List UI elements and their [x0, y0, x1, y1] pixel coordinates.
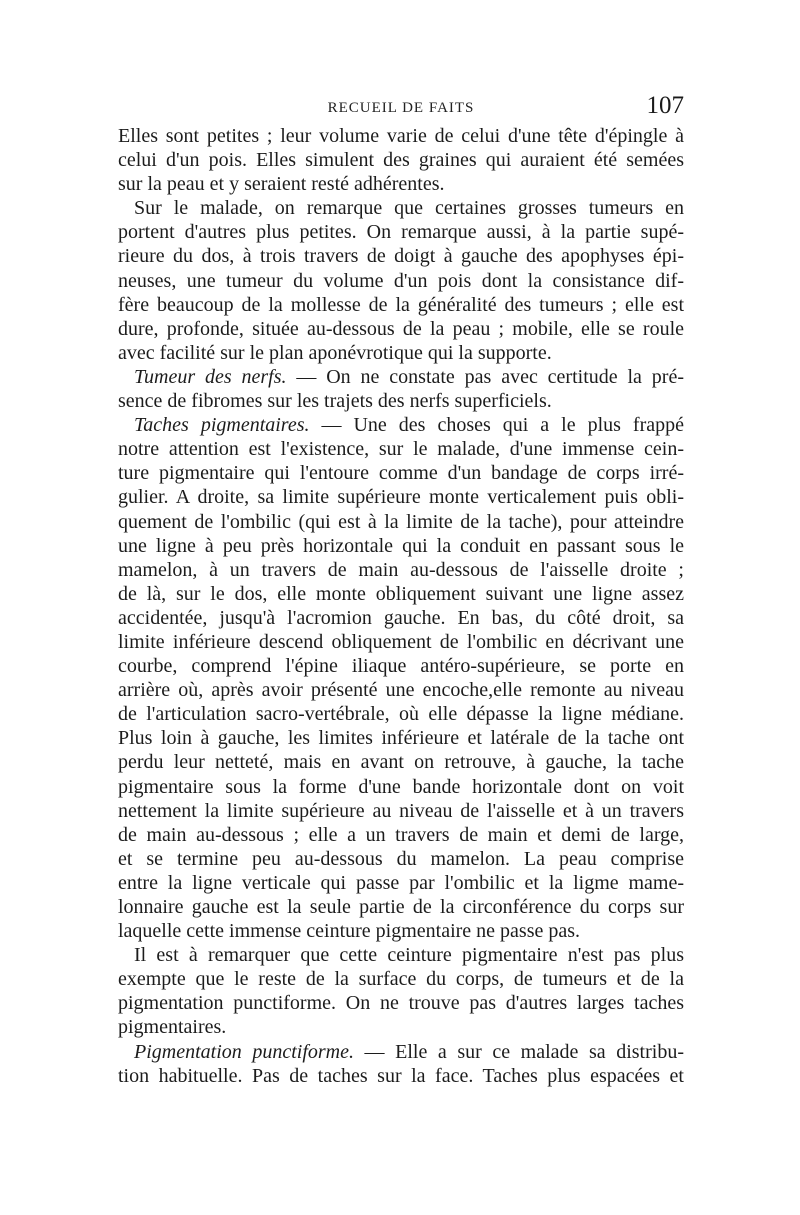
text-line: arrière où, après avoir présenté une encoche,elle remonte au niveau: [118, 679, 684, 702]
text-line: une ligne à peu près horizontale qui la conduit en passant sous le: [118, 534, 684, 557]
text-line: nettement la limite supérieure au niveau de l'aisselle et à un travers: [118, 799, 684, 822]
text-line: mamelon, à un travers de main au-dessous de l'aisselle droite ;: [118, 558, 684, 581]
text-line: sence de fibromes sur les trajets des nerfs superficiels.: [118, 390, 552, 413]
running-header: [118, 92, 684, 126]
text-line: dure, profonde, située au-dessous de la peau ; mobile, elle se roule: [118, 317, 684, 340]
text-line: pigmentaire sous la forme d'une bande horizontale dont on voit: [118, 775, 684, 798]
text-line: [118, 365, 684, 389]
text-line: portent d'autres plus petites. On remarque aussi, à la partie supé-: [118, 221, 684, 244]
text-line: entre la ligne verticale qui passe par l'ombilic et la ligme mame-: [118, 871, 684, 894]
text-line: de là, sur le dos, elle monte obliquement suivant une ligne assez: [118, 582, 684, 605]
body-text: [118, 124, 684, 1088]
text-line: de l'articulation sacro-vertébrale, où elle dépasse la ligne médiane.: [118, 703, 684, 726]
text-line: gulier. A droite, sa limite supérieure monte verticalement puis obli-: [118, 486, 684, 509]
text-line: celui d'un pois. Elles simulent des graines qui auraient été semées: [118, 149, 684, 172]
text-line: avec facilité sur le plan aponévrotique qui la supporte.: [118, 341, 552, 364]
text-line: lonnaire gauche est la seule partie de la circonférence du corps sur: [118, 896, 684, 918]
text-line: perdu leur netteté, mais en avant on retrouve, à gauche, la tache: [118, 751, 684, 774]
paragraph: [118, 943, 684, 1039]
text-line: Plus loin à gauche, les limites inférieure et latérale de la tache ont: [118, 727, 684, 750]
text-line: [118, 413, 684, 437]
text-line: Elles sont petites ; leur volume varie de celui d'une tête d'épingle à: [118, 125, 684, 147]
text-run: — Elle a sur ce malade sa distribu-: [353, 1040, 684, 1063]
paragraph: [118, 365, 684, 413]
text-line: tion habituelle. Pas de taches sur la face. Taches plus espacées et: [118, 1064, 684, 1087]
italic-lead: Tumeur des nerfs.: [134, 365, 287, 388]
text-line: Il est à remarquer que cette ceinture pigmentaire n'est pas plus: [134, 944, 684, 967]
text-line: de main au-dessous ; elle a un travers de main et demi de large,: [118, 823, 684, 846]
page-number: 107: [646, 92, 684, 119]
text-line: laquelle cette immense ceinture pigmentaire ne passe pas.: [118, 920, 581, 943]
text-run: — On ne constate pas avec certitude la pré-: [286, 365, 684, 388]
text-line: fère beaucoup de la mollesse de la généralité des tumeurs ; elle est: [118, 293, 684, 316]
text-line: accidentée, jusqu'à l'acromion gauche. En bas, du côté droit, sa: [118, 606, 684, 629]
text-line: ture pigmentaire qui l'entoure comme d'un bandage de corps irré-: [118, 462, 684, 485]
text-line: exempte que le reste de la surface du corps, de tumeurs et de la: [118, 968, 684, 991]
text-line: Sur le malade, on remarque que certaines grosses tumeurs en: [134, 197, 684, 220]
paragraph: [118, 1040, 684, 1088]
text-line: rieure du dos, à trois travers de doigt à gauche des apophyses épi-: [118, 245, 684, 268]
text-line: et se termine peu au-dessous du mamelon. La peau comprise: [118, 847, 684, 870]
text-line: quement de l'ombilic (qui est à la limite de la tache), pour atteindre: [118, 510, 684, 533]
text-line: notre attention est l'existence, sur le malade, d'une immense cein-: [118, 438, 684, 461]
italic-lead: Taches pigmentaires.: [134, 414, 310, 437]
paragraph: [118, 196, 684, 365]
paragraph: [118, 124, 684, 196]
text-run: — Une des choses qui a le plus frappé: [309, 414, 684, 437]
text-line: pigmentaires.: [118, 1016, 227, 1039]
text-line: neuses, une tumeur du volume d'un pois dont la consistance dif-: [118, 269, 684, 292]
paragraph: [118, 413, 684, 943]
text-line: sur la peau et y seraient resté adhérentes.: [118, 173, 445, 196]
text-line: pigmentation punctiforme. On ne trouve pas d'autres larges taches: [118, 992, 684, 1015]
text-line: limite inférieure descend obliquement de l'ombilic en décrivant une: [118, 630, 684, 653]
text-line: courbe, comprend l'épine iliaque antéro-supérieure, se porte en: [118, 655, 684, 678]
italic-lead: Pigmentation punctiforme.: [134, 1040, 354, 1063]
running-title: RECUEIL DE FAITS: [327, 100, 475, 116]
text-line: [118, 1040, 684, 1064]
